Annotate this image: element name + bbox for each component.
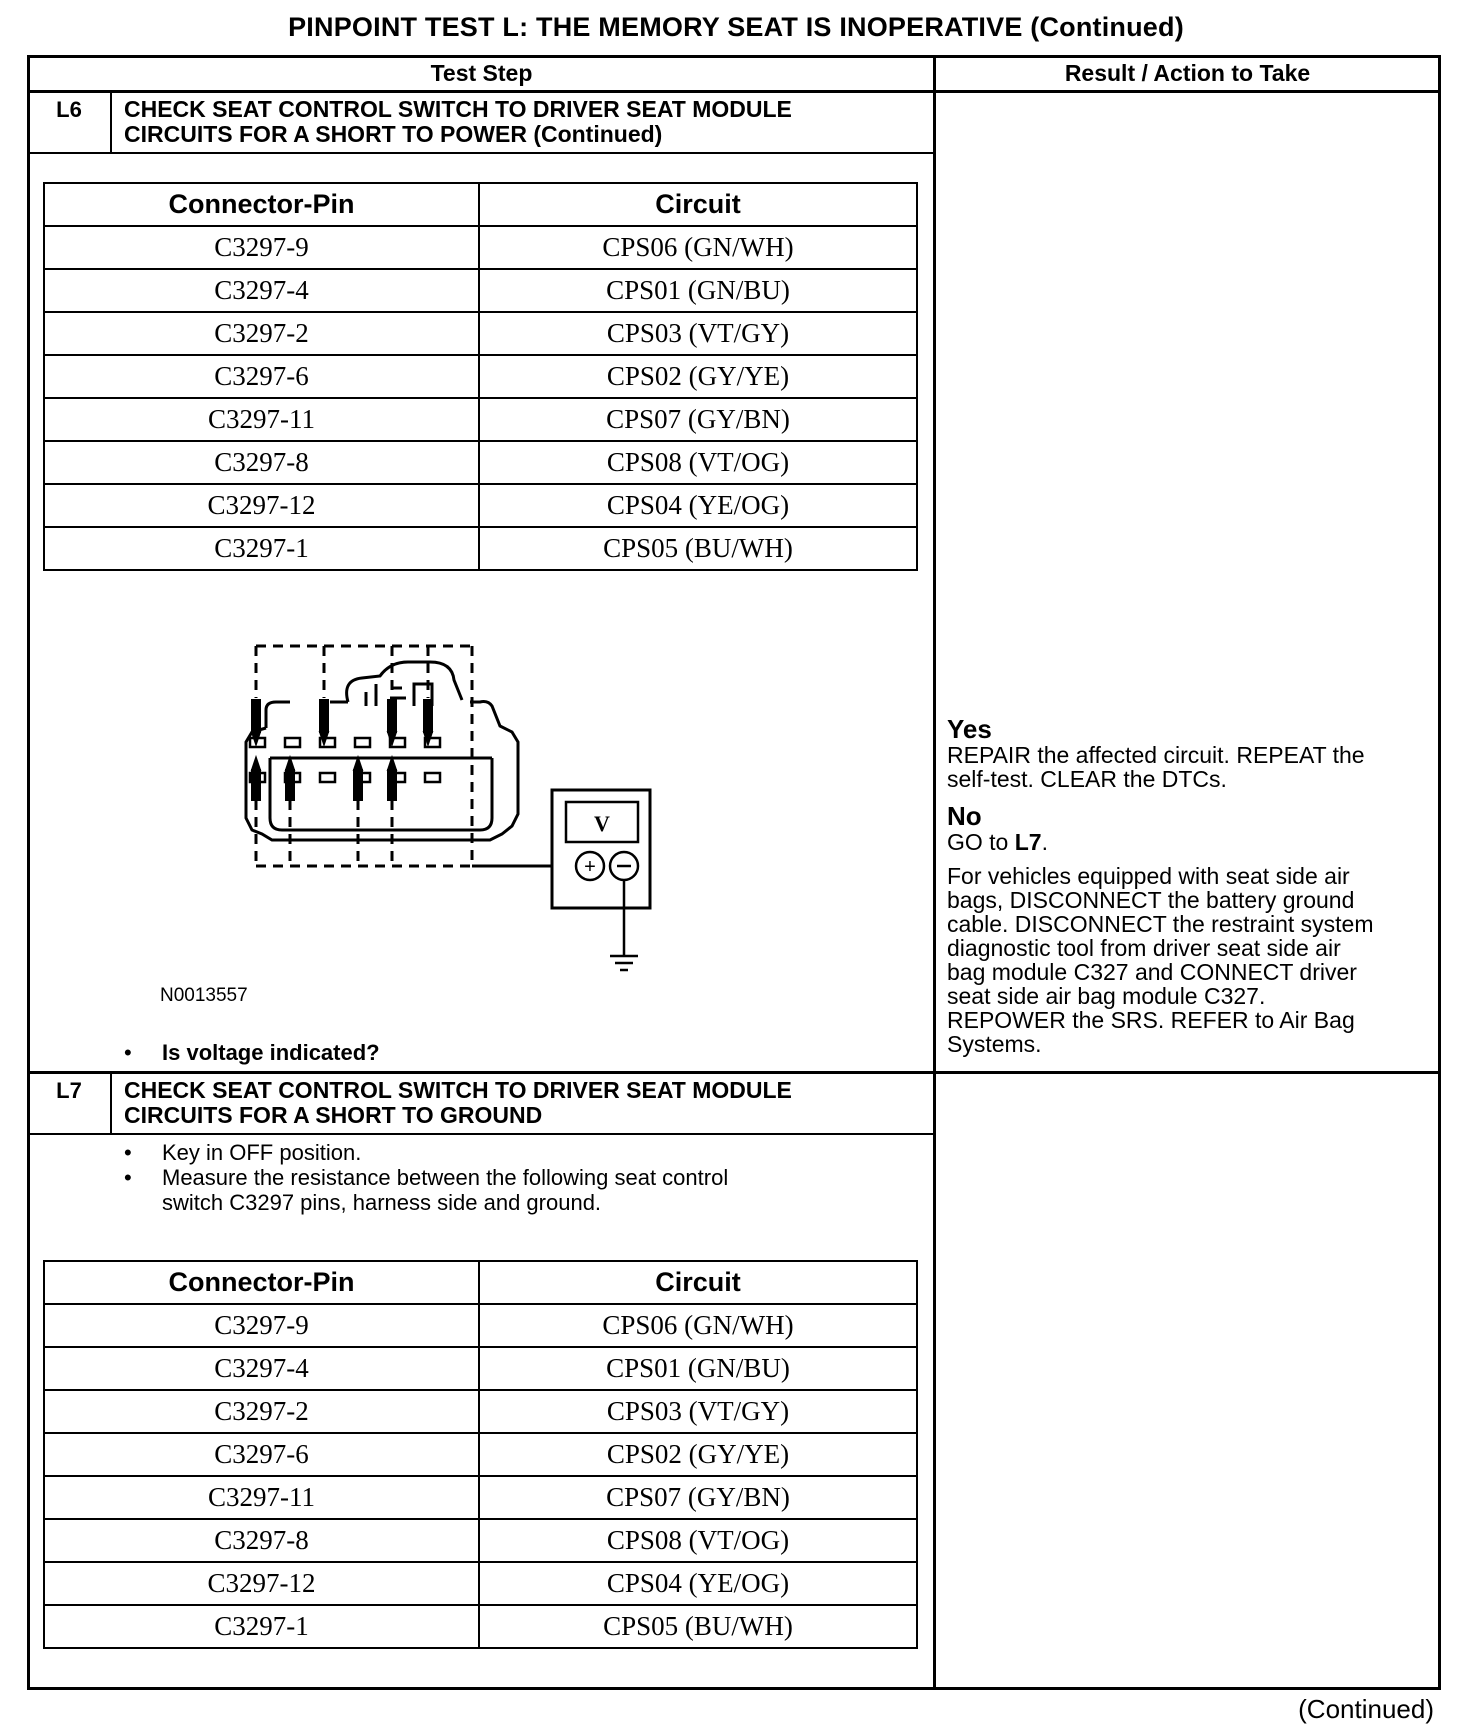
table-row bbox=[44, 484, 917, 527]
no-after: . bbox=[1041, 829, 1048, 855]
circuit-cell: CPS02 (GY/YE) bbox=[479, 1433, 917, 1476]
bullet-dot: • bbox=[124, 1140, 132, 1165]
connector-body bbox=[246, 662, 518, 840]
circuit-cell: CPS05 (BU/WH) bbox=[479, 1605, 917, 1648]
circuit-cell: CPS01 (GN/BU) bbox=[479, 269, 917, 312]
step-title-l6-line1: CHECK SEAT CONTROL SWITCH TO DRIVER SEAT MODULE bbox=[124, 96, 792, 122]
col-header-connector-pin: Connector-Pin bbox=[44, 1261, 479, 1304]
table-row bbox=[44, 1433, 917, 1476]
l7-connector-table bbox=[43, 1260, 918, 1649]
pin-cell: C3297-2 bbox=[44, 1390, 479, 1433]
note-line: diagnostic tool from driver seat side air bbox=[947, 935, 1341, 961]
step-title-l7 bbox=[124, 1078, 792, 1128]
step-title-l6-line2: CIRCUITS FOR A SHORT TO POWER (Continued) bbox=[124, 121, 663, 147]
table-row bbox=[44, 441, 917, 484]
circuit-cell: CPS01 (GN/BU) bbox=[479, 1347, 917, 1390]
circuit-cell: CPS08 (VT/OG) bbox=[479, 1519, 917, 1562]
circuit-cell: CPS06 (GN/WH) bbox=[479, 226, 917, 269]
pin-cell: C3297-11 bbox=[44, 398, 479, 441]
pin-cell: C3297-6 bbox=[44, 1433, 479, 1476]
note-line: seat side air bag module C327. bbox=[947, 983, 1266, 1009]
table-row bbox=[44, 527, 917, 570]
pin-cell: C3297-9 bbox=[44, 226, 479, 269]
table-row bbox=[44, 1519, 917, 1562]
l6-result-yes bbox=[947, 715, 1365, 791]
circuit-cell: CPS07 (GY/BN) bbox=[479, 398, 917, 441]
circuit-cell: CPS04 (YE/OG) bbox=[479, 1562, 917, 1605]
table-row bbox=[44, 226, 917, 269]
step-divider bbox=[27, 1071, 1441, 1074]
header-divider bbox=[27, 90, 1441, 93]
table-row bbox=[44, 1304, 917, 1347]
circuit-cell: CPS03 (VT/GY) bbox=[479, 1390, 917, 1433]
pin-cell: C3297-9 bbox=[44, 1304, 479, 1347]
connector-pin-slots bbox=[250, 738, 440, 782]
l7-id-divider bbox=[110, 1072, 112, 1134]
step-id-l6: L6 bbox=[56, 97, 82, 122]
table-row bbox=[44, 269, 917, 312]
l6-connector-table bbox=[43, 182, 918, 571]
positive-sign: + bbox=[584, 856, 596, 878]
bullet-text-line2: switch C3297 pins, harness side and ground. bbox=[162, 1190, 602, 1215]
continued-footer: (Continued) bbox=[1298, 1694, 1434, 1724]
table-row bbox=[44, 1562, 917, 1605]
page-title: PINPOINT TEST L: THE MEMORY SEAT IS INOPERATIVE (Continued) bbox=[288, 12, 1184, 42]
pin-cell: C3297-2 bbox=[44, 312, 479, 355]
circuit-cell: CPS03 (VT/GY) bbox=[479, 312, 917, 355]
pin-cell: C3297-12 bbox=[44, 1562, 479, 1605]
l6-result-no bbox=[947, 802, 1048, 854]
circuit-cell: CPS04 (YE/OG) bbox=[479, 484, 917, 527]
note-line: cable. DISCONNECT the restraint system bbox=[947, 911, 1374, 937]
circuit-cell: CPS07 (GY/BN) bbox=[479, 1476, 917, 1519]
pin-cell: C3297-4 bbox=[44, 1347, 479, 1390]
note-line: REPOWER the SRS. REFER to Air Bag bbox=[947, 1007, 1355, 1033]
note-line: For vehicles equipped with seat side air bbox=[947, 863, 1350, 889]
note-line: bags, DISCONNECT the battery ground bbox=[947, 887, 1355, 913]
table-row bbox=[44, 1476, 917, 1519]
table-row bbox=[44, 355, 917, 398]
bullet-dot: • bbox=[124, 1040, 132, 1065]
l6-srs-note bbox=[947, 864, 1373, 1056]
pin-cell: C3297-8 bbox=[44, 441, 479, 484]
table-row bbox=[44, 312, 917, 355]
yes-label: Yes bbox=[947, 714, 992, 744]
table-row bbox=[44, 398, 917, 441]
pin-cell: C3297-1 bbox=[44, 1605, 479, 1648]
bullet-text-line1: Measure the resistance between the following seat control bbox=[162, 1165, 729, 1190]
table-row bbox=[44, 1605, 917, 1648]
circuit-cell: CPS08 (VT/OG) bbox=[479, 441, 917, 484]
col-header-circuit: Circuit bbox=[479, 1261, 917, 1304]
l7-title-divider bbox=[27, 1133, 934, 1135]
pin-cell: C3297-6 bbox=[44, 355, 479, 398]
connector-voltmeter-diagram bbox=[230, 640, 710, 1000]
table-row bbox=[44, 1390, 917, 1433]
step-title-l7-line1: CHECK SEAT CONTROL SWITCH TO DRIVER SEAT MODULE bbox=[124, 1077, 792, 1103]
column-header-test-step: Test Step bbox=[430, 60, 533, 86]
circuit-cell: CPS06 (GN/WH) bbox=[479, 1304, 917, 1347]
table-row bbox=[44, 1347, 917, 1390]
table-header-row bbox=[44, 1261, 917, 1304]
no-text: GO to bbox=[947, 829, 1015, 855]
step-title-l7-line2: CIRCUITS FOR A SHORT TO GROUND bbox=[124, 1102, 543, 1128]
circuit-cell: CPS02 (GY/YE) bbox=[479, 355, 917, 398]
pin-cell: C3297-8 bbox=[44, 1519, 479, 1562]
l6-title-divider bbox=[27, 152, 934, 154]
bullet-dot: • bbox=[124, 1165, 132, 1190]
column-divider bbox=[933, 55, 936, 1690]
question-text: Is voltage indicated? bbox=[162, 1040, 380, 1065]
no-action bbox=[947, 830, 1048, 854]
bullet-text: Key in OFF position. bbox=[162, 1140, 362, 1165]
column-header-result: Result / Action to Take bbox=[1064, 60, 1311, 86]
pin-cell: C3297-4 bbox=[44, 269, 479, 312]
figure-id: N0013557 bbox=[160, 985, 248, 1006]
table-header-row bbox=[44, 183, 917, 226]
yes-line2: self-test. CLEAR the DTCs. bbox=[947, 766, 1227, 792]
pin-cell: C3297-1 bbox=[44, 527, 479, 570]
note-line: bag module C327 and CONNECT driver bbox=[947, 959, 1357, 985]
goto-link[interactable]: L7 bbox=[1014, 829, 1042, 855]
l6-id-divider bbox=[110, 91, 112, 153]
col-header-circuit: Circuit bbox=[479, 183, 917, 226]
yes-line1: REPAIR the affected circuit. REPEAT the bbox=[947, 742, 1365, 768]
note-line: Systems. bbox=[947, 1031, 1042, 1057]
no-label: No bbox=[947, 801, 982, 831]
step-id-l7: L7 bbox=[56, 1078, 82, 1103]
pin-cell: C3297-11 bbox=[44, 1476, 479, 1519]
step-title-l6 bbox=[124, 97, 792, 147]
circuit-cell: CPS05 (BU/WH) bbox=[479, 527, 917, 570]
col-header-connector-pin: Connector-Pin bbox=[44, 183, 479, 226]
pin-cell: C3297-12 bbox=[44, 484, 479, 527]
voltmeter-label: V bbox=[594, 811, 610, 836]
probe-tips bbox=[252, 700, 432, 800]
